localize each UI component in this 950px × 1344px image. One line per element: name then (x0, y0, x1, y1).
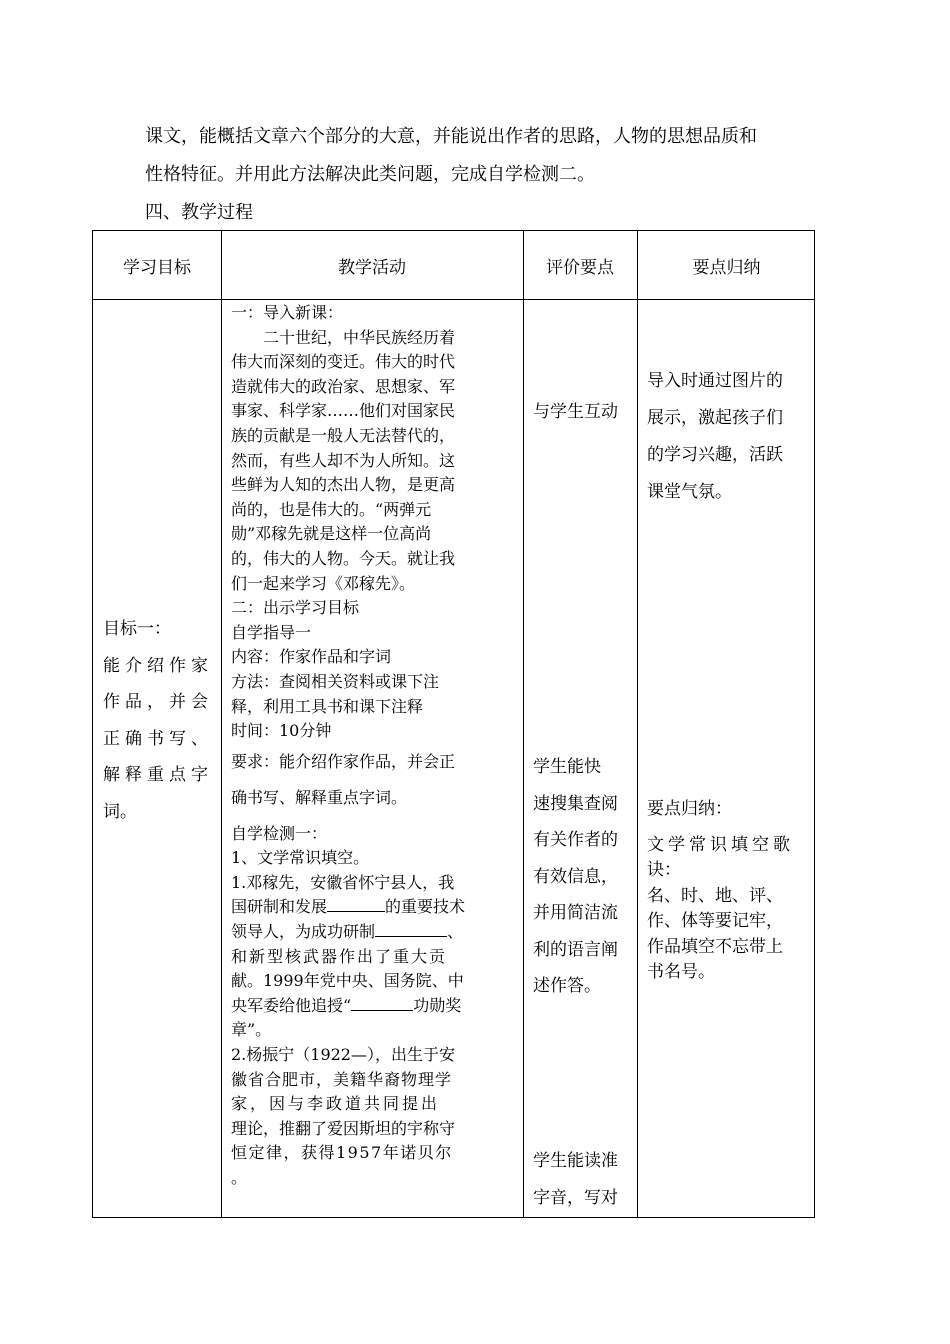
question-line: 。 (231, 1168, 248, 1187)
goal-title: 目标一： (103, 619, 171, 639)
guide-method: 释，利用工具书和课下注释 (231, 696, 424, 716)
evaluation-line: 述作答。 (533, 976, 601, 996)
summary-line: 的学习兴趣，活跃 (647, 445, 783, 465)
question-text: 领导人，为成功研制 (231, 922, 376, 942)
evaluation-line: 速搜集查阅 (533, 793, 618, 814)
evaluation-line: 有关作者的 (533, 830, 618, 850)
header-evaluation-points: 评价要点 (546, 258, 614, 278)
fill-blank[interactable] (375, 921, 447, 937)
activity-line: 们一起来学习《邓稼先》。 (231, 573, 416, 593)
summary-key-title: 要点归纳： (647, 799, 732, 819)
goal-cell (103, 611, 215, 830)
goal-line: 能介绍作家 (103, 655, 213, 676)
summary-line: 课堂气氛。 (647, 482, 732, 502)
guide-content: 内容：作家作品和字词 (231, 647, 392, 667)
question-line (231, 920, 517, 945)
guide-method: 方法：查阅相关资料或课下注 (231, 671, 440, 691)
question-line: 1.邓稼先，安徽省怀宁县人，我 (231, 872, 455, 892)
question-line: 2.杨振宁（1922—），出生于安 (231, 1045, 455, 1065)
question-text: 、 (447, 922, 464, 942)
question-line: 章”。 (231, 1020, 272, 1040)
question-line: 献。1999年党中央、国务院、中 (231, 971, 464, 991)
evaluation-interaction: 与学生互动 (533, 402, 618, 422)
activity-line: 事家、科学家……他们对国家民 (231, 401, 456, 421)
activity-line: 然而，有些人却不为人所知。这 (231, 450, 456, 470)
question-title: 1、文学常识填空。 (231, 848, 370, 868)
question-text: 国研制和发展 (231, 897, 328, 917)
teaching-process-table (92, 230, 815, 1218)
column-divider (221, 231, 222, 1217)
section-heading: 四、教学过程 (145, 202, 253, 223)
summary-line: 作品填空不忘带上 (647, 936, 783, 957)
activity-line: 些鲜为人知的杰出人物，是更高 (231, 475, 456, 495)
intro-line-2: 性格特征。并用此方法解决此类问题，完成自学检测二。 (145, 164, 595, 185)
activity-line: 勋”邓稼先就是这样一位高尚 (231, 524, 432, 544)
question-text: 功勋奖 (413, 995, 462, 1015)
guide-time: 时间：10分钟 (231, 721, 332, 741)
header-teaching-activity: 教学活动 (338, 258, 406, 278)
activity-line: 二十世纪，中华民族经历着 (263, 327, 456, 347)
evaluation-pronunciation (533, 1143, 633, 1216)
summary-line: 名、时、地、评、 (647, 885, 783, 906)
question-text: 的重要技术 (385, 897, 466, 917)
evaluation-line: 学生能快 (533, 757, 601, 777)
activity-section-intro: 一：导入新课： (231, 303, 344, 322)
activity-cell (231, 301, 517, 1191)
evaluation-line: 有效信息， (533, 866, 618, 887)
activity-line: 尚的，也是伟大的。“两弹元 (231, 499, 432, 519)
summary-line: 导入时通过图片的 (647, 371, 783, 391)
self-study-guide-title: 自学指导一 (231, 622, 312, 642)
question-line: 家，因与李政道共同提出 (231, 1094, 441, 1114)
summary-line: 书名号。 (647, 962, 715, 982)
evaluation-line: 利的语言阐 (533, 939, 618, 960)
question-line: 和新型核武器作出了重大贡 (231, 946, 448, 966)
summary-line: 作、体等要记牢， (647, 911, 783, 931)
summary-line: 展示，激起孩子们 (647, 408, 783, 428)
goal-line: 解释重点字 (103, 765, 213, 785)
activity-line: 族的贡献是一般人无法替代的， (231, 425, 456, 445)
guide-requirement: 确书写、解释重点字词。 (231, 787, 408, 807)
activity-line: 的，伟大的人物。今天。就让我 (231, 548, 456, 568)
goal-line: 正确书写、 (103, 728, 213, 749)
activity-line: 造就伟大的政治家、思想家、军 (231, 376, 456, 396)
goal-line: 词。 (103, 801, 137, 822)
fill-blank[interactable] (351, 995, 413, 1011)
evaluation-line: 学生能读准 (533, 1151, 618, 1171)
intro-line-1: 课文，能概括文章六个部分的大意，并能说出作者的思路，人物的思想品质和 (145, 126, 757, 147)
summary-line: 诀： (647, 860, 681, 880)
question-line: 恒定律，获得1957年诺贝尔 (231, 1143, 453, 1163)
evaluation-line: 并用简洁流 (533, 903, 618, 923)
evaluation-line: 字音，写对 (533, 1187, 618, 1208)
intro-text (145, 118, 825, 232)
self-test-title: 自学检测一： (231, 823, 328, 843)
question-text: 央军委给他追授“ (231, 995, 352, 1015)
header-learning-goal: 学习目标 (123, 258, 191, 278)
question-line: 徽省合肥市，美籍华裔物理学 (231, 1069, 453, 1089)
column-divider (523, 231, 524, 1217)
activity-line: 伟大而深刻的变迁。伟大的时代 (231, 352, 456, 372)
question-line (231, 895, 517, 920)
guide-requirement: 要求：能介绍作家作品，并会正 (231, 751, 456, 771)
question-line (231, 994, 517, 1019)
summary-key-points (647, 797, 807, 986)
summary-line: 文学常识填空歌 (647, 834, 794, 855)
activity-section-goals: 二：出示学习目标 (231, 598, 360, 618)
header-key-summary: 要点归纳 (692, 258, 761, 278)
column-divider (637, 231, 638, 1217)
fill-blank[interactable] (327, 896, 385, 912)
goal-line: 作品，并会 (103, 692, 213, 712)
summary-intro (647, 363, 807, 511)
question-line: 理论，推翻了爱因斯坦的宇称守 (231, 1118, 456, 1138)
evaluation-search (533, 749, 633, 1005)
